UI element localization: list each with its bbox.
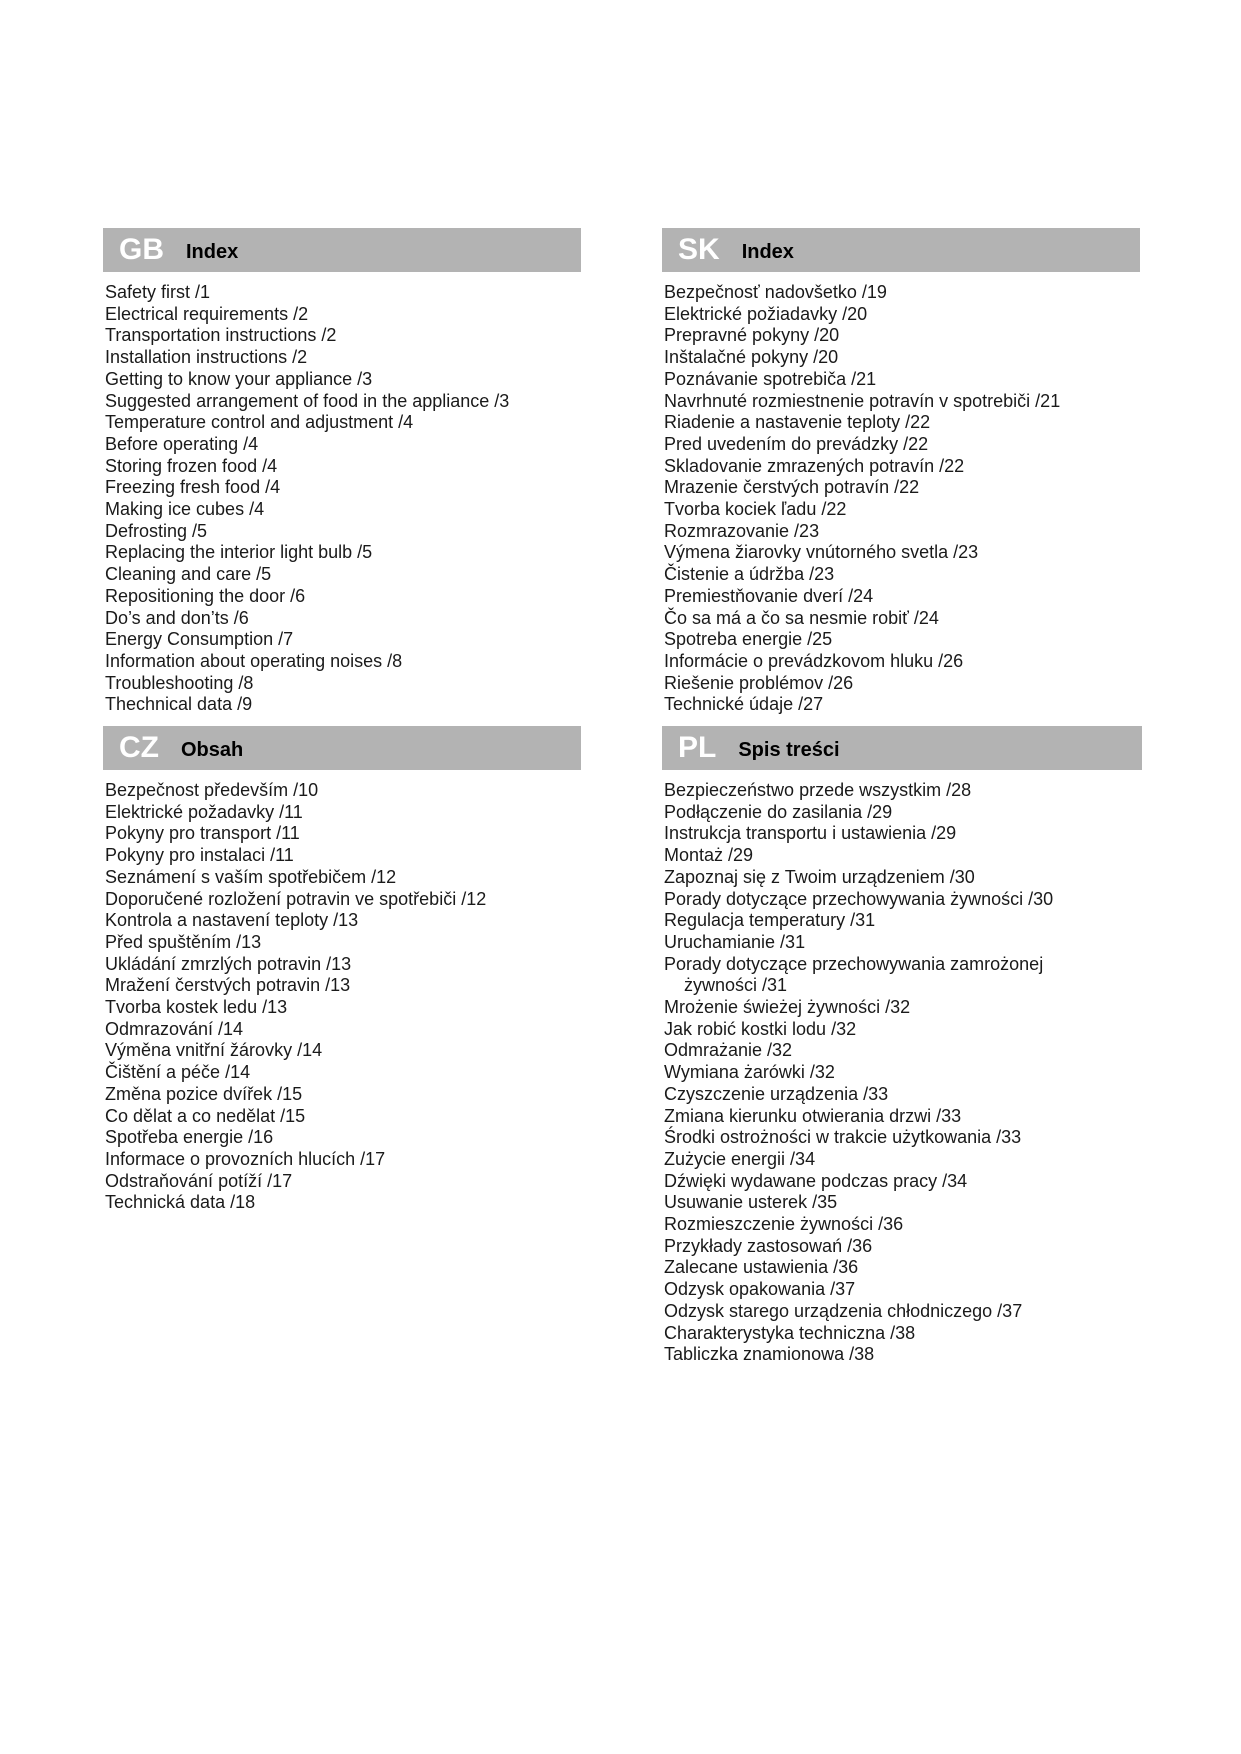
index-entry: Information about operating noises /8: [105, 650, 403, 671]
index-entry: Transportation instructions /2: [105, 325, 337, 346]
index-entry: Bezpieczeństwo przede wszystkim /28: [664, 780, 972, 800]
index-entry: Czyszczenie urządzenia /33: [664, 1083, 889, 1104]
index-entry: Ukládání zmrzlých potravin /13: [105, 953, 352, 974]
index-entry: Mražení čerstvých potravin /13: [105, 975, 351, 996]
index-entry: Čištění a péče /14: [105, 1062, 251, 1083]
section-pl: [662, 726, 1142, 1366]
index-entry: Defrosting /5: [105, 520, 208, 541]
index-entry: Bezpečnosť nadovšetko /19: [664, 282, 887, 302]
index-entry: Tabliczka znamionowa /38: [664, 1344, 875, 1365]
index-entry: Odzysk opakowania /37: [664, 1279, 856, 1300]
index-entry: Instrukcja transportu i ustawienia /29: [664, 823, 957, 844]
index-entry: Riešenie problémov /26: [664, 672, 854, 693]
index-entry: Pred uvedením do prevádzky /22: [664, 433, 929, 454]
index-entry: Replacing the interior light bulb /5: [105, 542, 373, 563]
index-entry: Montaż /29: [664, 845, 754, 866]
index-entry: Odstraňování potíží /17: [105, 1170, 293, 1191]
index-entry: Troubleshooting /8: [105, 672, 254, 693]
index-entry: Dźwięki wydawane podczas pracy /34: [664, 1170, 968, 1191]
section-cz: [103, 726, 581, 1214]
index-entry: Repositioning the door /6: [105, 585, 306, 606]
index-entry: Bezpečnost především /10: [105, 780, 319, 800]
index-entry: Storing frozen food /4: [105, 455, 278, 476]
index-entry: Informácie o prevádzkovom hluku /26: [664, 650, 964, 671]
language-code: SK: [678, 233, 720, 266]
language-code: GB: [119, 233, 164, 266]
index-entry: Safety first /1: [105, 282, 211, 302]
index-list-cz: [103, 770, 581, 1214]
index-entry: Installation instructions /2: [105, 347, 308, 368]
section-title: Spis treści: [738, 739, 840, 761]
index-entry: Making ice cubes /4: [105, 499, 265, 520]
section-sk: [662, 228, 1140, 716]
index-entry: Przykłady zastosowań /36: [664, 1235, 873, 1256]
index-entry: Technická data /18: [105, 1192, 256, 1213]
index-entry: Podłączenie do zasilania /29: [664, 801, 893, 822]
index-entry: Kontrola a nastavení teploty /13: [105, 910, 359, 931]
index-entry: Energy Consumption /7: [105, 629, 294, 650]
index-entry: Thechnical data /9: [105, 694, 253, 715]
index-entry: Riadenie a nastavenie teploty /22: [664, 412, 931, 433]
index-entry: Porady dotyczące przechowywania żywności /30: [664, 888, 1054, 909]
index-entry: Odmrazování /14: [105, 1018, 244, 1039]
index-entry: Jak robić kostki lodu /32: [664, 1018, 857, 1039]
index-entry: Do’s and don’ts /6: [105, 607, 249, 628]
section-title: Obsah: [181, 739, 244, 761]
index-entry: Mrożenie świeżej żywności /32: [664, 997, 911, 1018]
section-title: Index: [186, 241, 239, 263]
index-entry: Navrhnuté rozmiestnenie potravín v spotrebiči /21: [664, 390, 1061, 411]
section-gb: [103, 228, 581, 716]
index-entry: Před spuštěním /13: [105, 931, 262, 952]
index-entry: Regulacja temperatury /31: [664, 910, 876, 931]
section-header-cz: [103, 726, 581, 770]
index-entry: Before operating /4: [105, 433, 259, 454]
index-entry: Změna pozice dvířek /15: [105, 1083, 303, 1104]
index-entry: Rozmieszczenie żywności /36: [664, 1214, 904, 1235]
index-entry: Odzysk starego urządzenia chłodniczego /37: [664, 1300, 1023, 1321]
index-entry: Zapoznaj się z Twoim urządzeniem /30: [664, 866, 975, 887]
index-entry: Čo sa má a čo sa nesmie robiť /24: [664, 607, 939, 628]
index-entry: Electrical requirements /2: [105, 303, 309, 324]
index-entry: Cleaning and care /5: [105, 564, 272, 585]
index-entry: Odmrażanie /32: [664, 1040, 793, 1061]
index-entry: Elektrické požiadavky /20: [664, 303, 868, 324]
index-list-gb: [103, 272, 581, 716]
index-entry: Technické údaje /27: [664, 694, 824, 715]
index-entry: Spotreba energie /25: [664, 629, 833, 650]
index-entry: żywności /31: [684, 975, 788, 996]
index-entry: Charakterystyka techniczna /38: [664, 1322, 916, 1343]
index-entry: Uruchamianie /31: [664, 931, 806, 952]
index-entry: Mrazenie čerstvých potravín /22: [664, 477, 920, 498]
index-list-sk: [662, 272, 1140, 716]
index-entry: Zużycie energii /34: [664, 1148, 816, 1169]
index-entry: Wymiana żarówki /32: [664, 1062, 835, 1083]
section-title: Index: [741, 241, 794, 263]
index-entry: Tvorba kostek ledu /13: [105, 997, 288, 1018]
index-entry: Porady dotyczące przechowywania zamrożonej: [664, 953, 1044, 974]
index-entry: Pokyny pro instalaci /11: [105, 845, 294, 866]
section-header-sk: [662, 228, 1140, 272]
index-entry: Środki ostrożności w trakcie użytkowania /33: [664, 1127, 1022, 1148]
index-entry: Výmena žiarovky vnútorného svetla /23: [664, 542, 979, 563]
index-entry: Doporučené rozložení potravin ve spotřebiči /12: [105, 888, 487, 909]
language-code: CZ: [119, 731, 159, 764]
language-code: PL: [678, 731, 717, 764]
index-entry: Premiestňovanie dverí /24: [664, 585, 874, 606]
index-entry: Informace o provozních hlucích /17: [105, 1148, 386, 1169]
index-entry: Zmiana kierunku otwierania drzwi /33: [664, 1105, 962, 1126]
index-entry: Temperature control and adjustment /4: [105, 412, 414, 433]
index-list-pl: [662, 770, 1142, 1366]
index-entry: Prepravné pokyny /20: [664, 325, 840, 346]
index-entry: Inštalačné pokyny /20: [664, 347, 839, 368]
index-entry: Pokyny pro transport /11: [105, 823, 300, 844]
index-entry: Skladovanie zmrazených potravín /22: [664, 455, 965, 476]
index-entry: Zalecane ustawienia /36: [664, 1257, 859, 1278]
index-entry: Čistenie a údržba /23: [664, 564, 835, 585]
index-entry: Výměna vnitřní žárovky /14: [105, 1040, 323, 1061]
index-entry: Co dělat a co nedělat /15: [105, 1105, 306, 1126]
index-entry: Poznávanie spotrebiča /21: [664, 368, 877, 389]
index-entry: Getting to know your appliance /3: [105, 368, 373, 389]
index-entry: Usuwanie usterek /35: [664, 1192, 838, 1213]
section-header-pl: [662, 726, 1142, 770]
section-header-gb: [103, 228, 581, 272]
index-entry: Freezing fresh food /4: [105, 477, 281, 498]
index-entry: Suggested arrangement of food in the appliance /3: [105, 390, 510, 411]
index-entry: Seznámení s vaším spotřebičem /12: [105, 866, 397, 887]
index-entry: Rozmrazovanie /23: [664, 520, 820, 541]
index-entry: Elektrické požadavky /11: [105, 801, 303, 822]
index-entry: Tvorba kociek ľadu /22: [664, 499, 847, 520]
index-entry: Spotřeba energie /16: [105, 1127, 274, 1148]
